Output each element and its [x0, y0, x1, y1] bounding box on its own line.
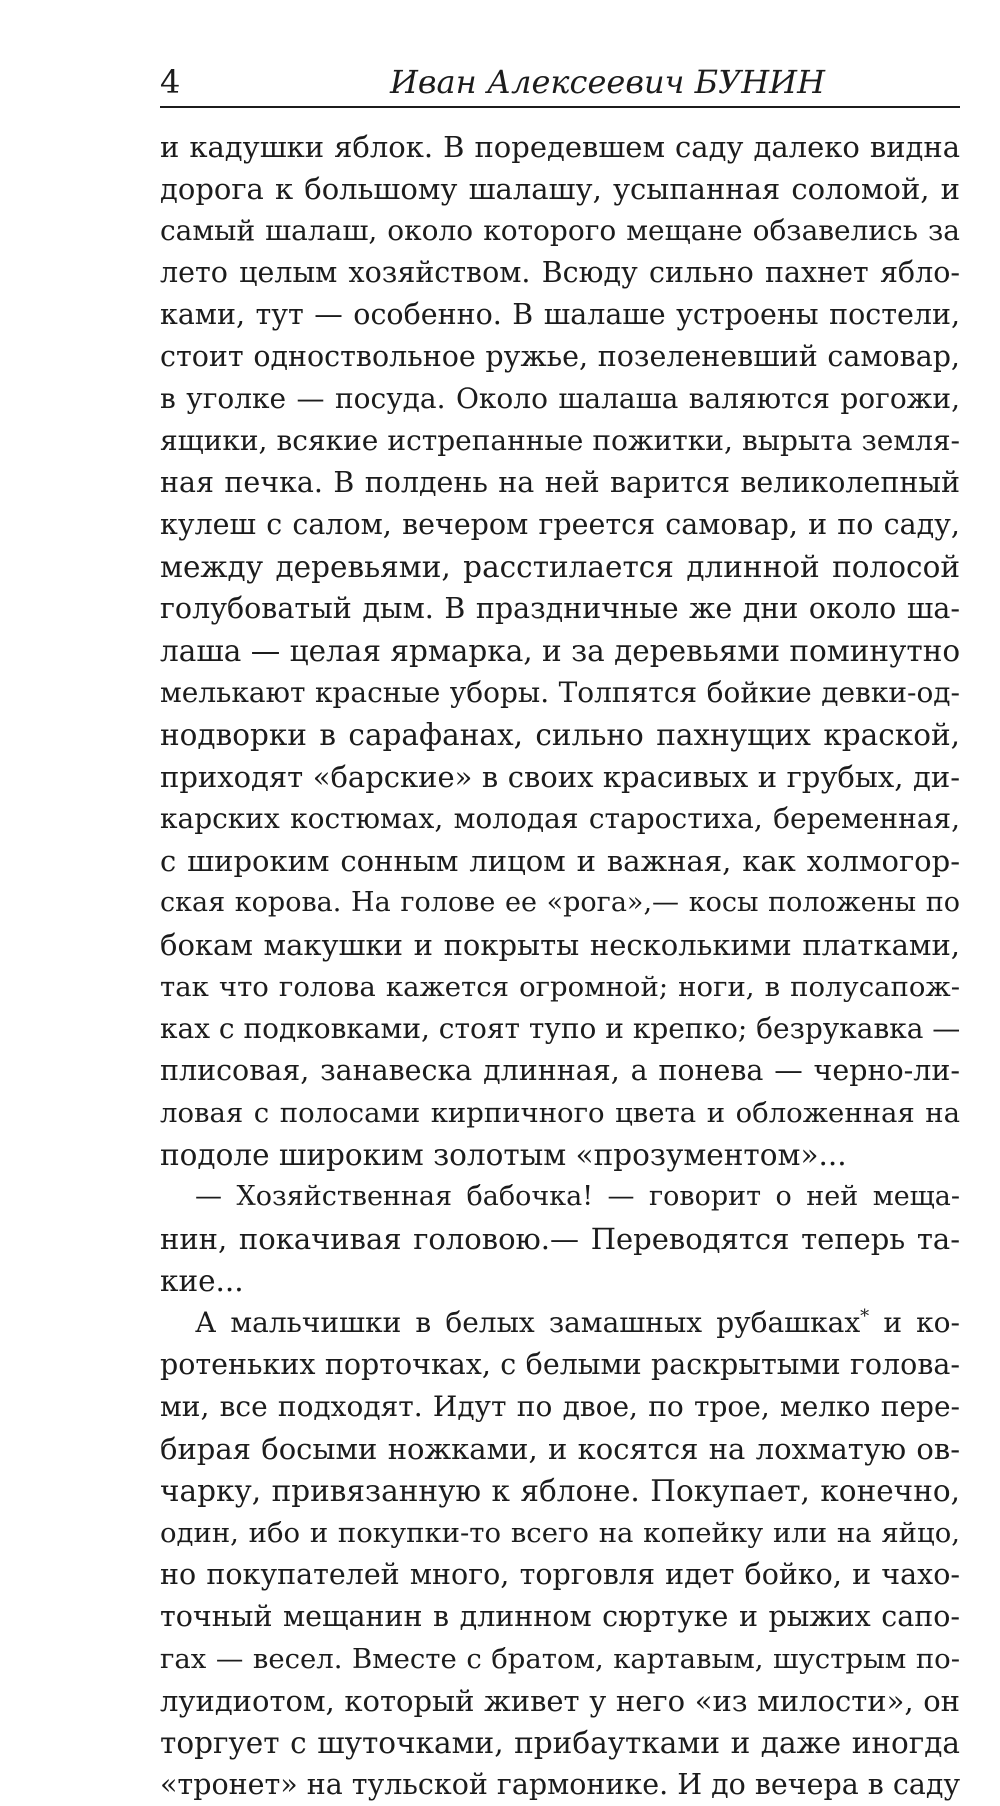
text-line: и кадушки яблок. В поредевшем саду далеко видна — [160, 130, 960, 164]
text-line: дорога к большому шалашу, усыпанная соломой, и — [160, 172, 960, 206]
text-line: между деревьями, расстилается длинной полосой — [160, 550, 960, 584]
text-line: торгует с шуточками, прибаутками и даже иногда — [160, 1726, 960, 1760]
text-line: мелькают красные уборы. Толпятся бойкие девки-од- — [160, 676, 960, 709]
text-line: с широким сонным лицом и важная, как холмогор- — [160, 844, 960, 878]
running-head-author: Иван Алексеевич БУНИН — [390, 63, 825, 101]
text-line: ная печка. В полдень на ней варится великолепный — [160, 466, 960, 499]
text-line: ми, все подходят. Идут по двое, по трое, мелко пере- — [160, 1390, 960, 1423]
text-line: приходят «барские» в своих красивых и грубых, ди- — [160, 760, 960, 794]
text-line-segment: А мальчишки в белых замашных рубашках — [195, 1306, 861, 1339]
text-line: лаша — целая ярмарка, и за деревьями поминутно — [160, 634, 961, 668]
running-head — [160, 60, 960, 108]
text-line: бирая босыми ножками, и косятся на лохматую ов- — [160, 1432, 960, 1466]
text-line: один, ибо и покупки-то всего на копейку или на яйцо, — [160, 1517, 960, 1549]
text-line: но покупателей много, торговля идет бойко, и чахо- — [160, 1558, 960, 1591]
text-line: луидиотом, который живет у него «из милости», он — [160, 1684, 960, 1718]
body-text — [160, 126, 960, 1806]
text-line: — Хозяйственная бабочка! — говорит о ней меща- — [195, 1181, 960, 1212]
text-line: кие... — [160, 1264, 244, 1298]
text-line: ках с подковками, стоят тупо и крепко; безрукавка — — [160, 1012, 961, 1045]
text-line: так что голова кажется огромной; ноги, в полусапож- — [160, 971, 960, 1003]
text-line: нин, покачивая головою.— Переводятся теперь та- — [160, 1222, 960, 1256]
text-line: «тронет» на тульской гармонике. И до вечера в саду — [160, 1768, 961, 1801]
text-line: ская корова. На голове ее «рога»,— косы положены по — [160, 887, 960, 918]
text-line-segment: и ко- — [869, 1306, 960, 1339]
text-line: ящики, всякие истрепанные пожитки, вырыта земля- — [160, 424, 960, 457]
text-line: ками, тут — особенно. В шалаше устроены постели, — [160, 298, 960, 331]
text-line: бокам макушки и покрыты несколькими платками, — [160, 928, 960, 962]
text-line: лето целым хозяйством. Всюду сильно пахнет ябло- — [160, 256, 960, 289]
text-line: гах — весел. Вместе с братом, картавым, шустрым по- — [160, 1643, 960, 1675]
text-line: подоле широким золотым «прозументом»... — [160, 1138, 847, 1172]
text-line: ротеньких порточках, с белыми раскрытыми голова- — [160, 1348, 960, 1381]
text-line: плисовая, занавеска длинная, а понева — черно-ли- — [160, 1054, 960, 1087]
text-line: голубоватый дым. В праздничные же дни около ша- — [160, 592, 960, 625]
footnote-marker: * — [860, 1306, 870, 1327]
text-line: кулеш с салом, вечером греется самовар, и по саду, — [160, 508, 960, 541]
text-line: карских костюмах, молодая старостиха, беременная, — [160, 802, 960, 835]
text-line: нодворки в сарафанах, сильно пахнущих краской, — [160, 718, 960, 752]
page-number: 4 — [160, 63, 181, 101]
text-line: точный мещанин в длинном сюртуке и рыжих сапо- — [160, 1600, 960, 1633]
text-line: стоит одноствольное ружье, позеленевший самовар, — [160, 340, 960, 373]
text-line: самый шалаш, около которого мещане обзавелись за — [160, 214, 960, 247]
text-line: ловая с полосами кирпичного цвета и обложенная на — [160, 1097, 960, 1129]
text-line: в уголке — посуда. Около шалаша валяются рогожи, — [160, 382, 960, 415]
text-line: чарку, привязанную к яблоне. Покупает, конечно, — [160, 1474, 960, 1508]
text-line — [160, 1302, 960, 1344]
